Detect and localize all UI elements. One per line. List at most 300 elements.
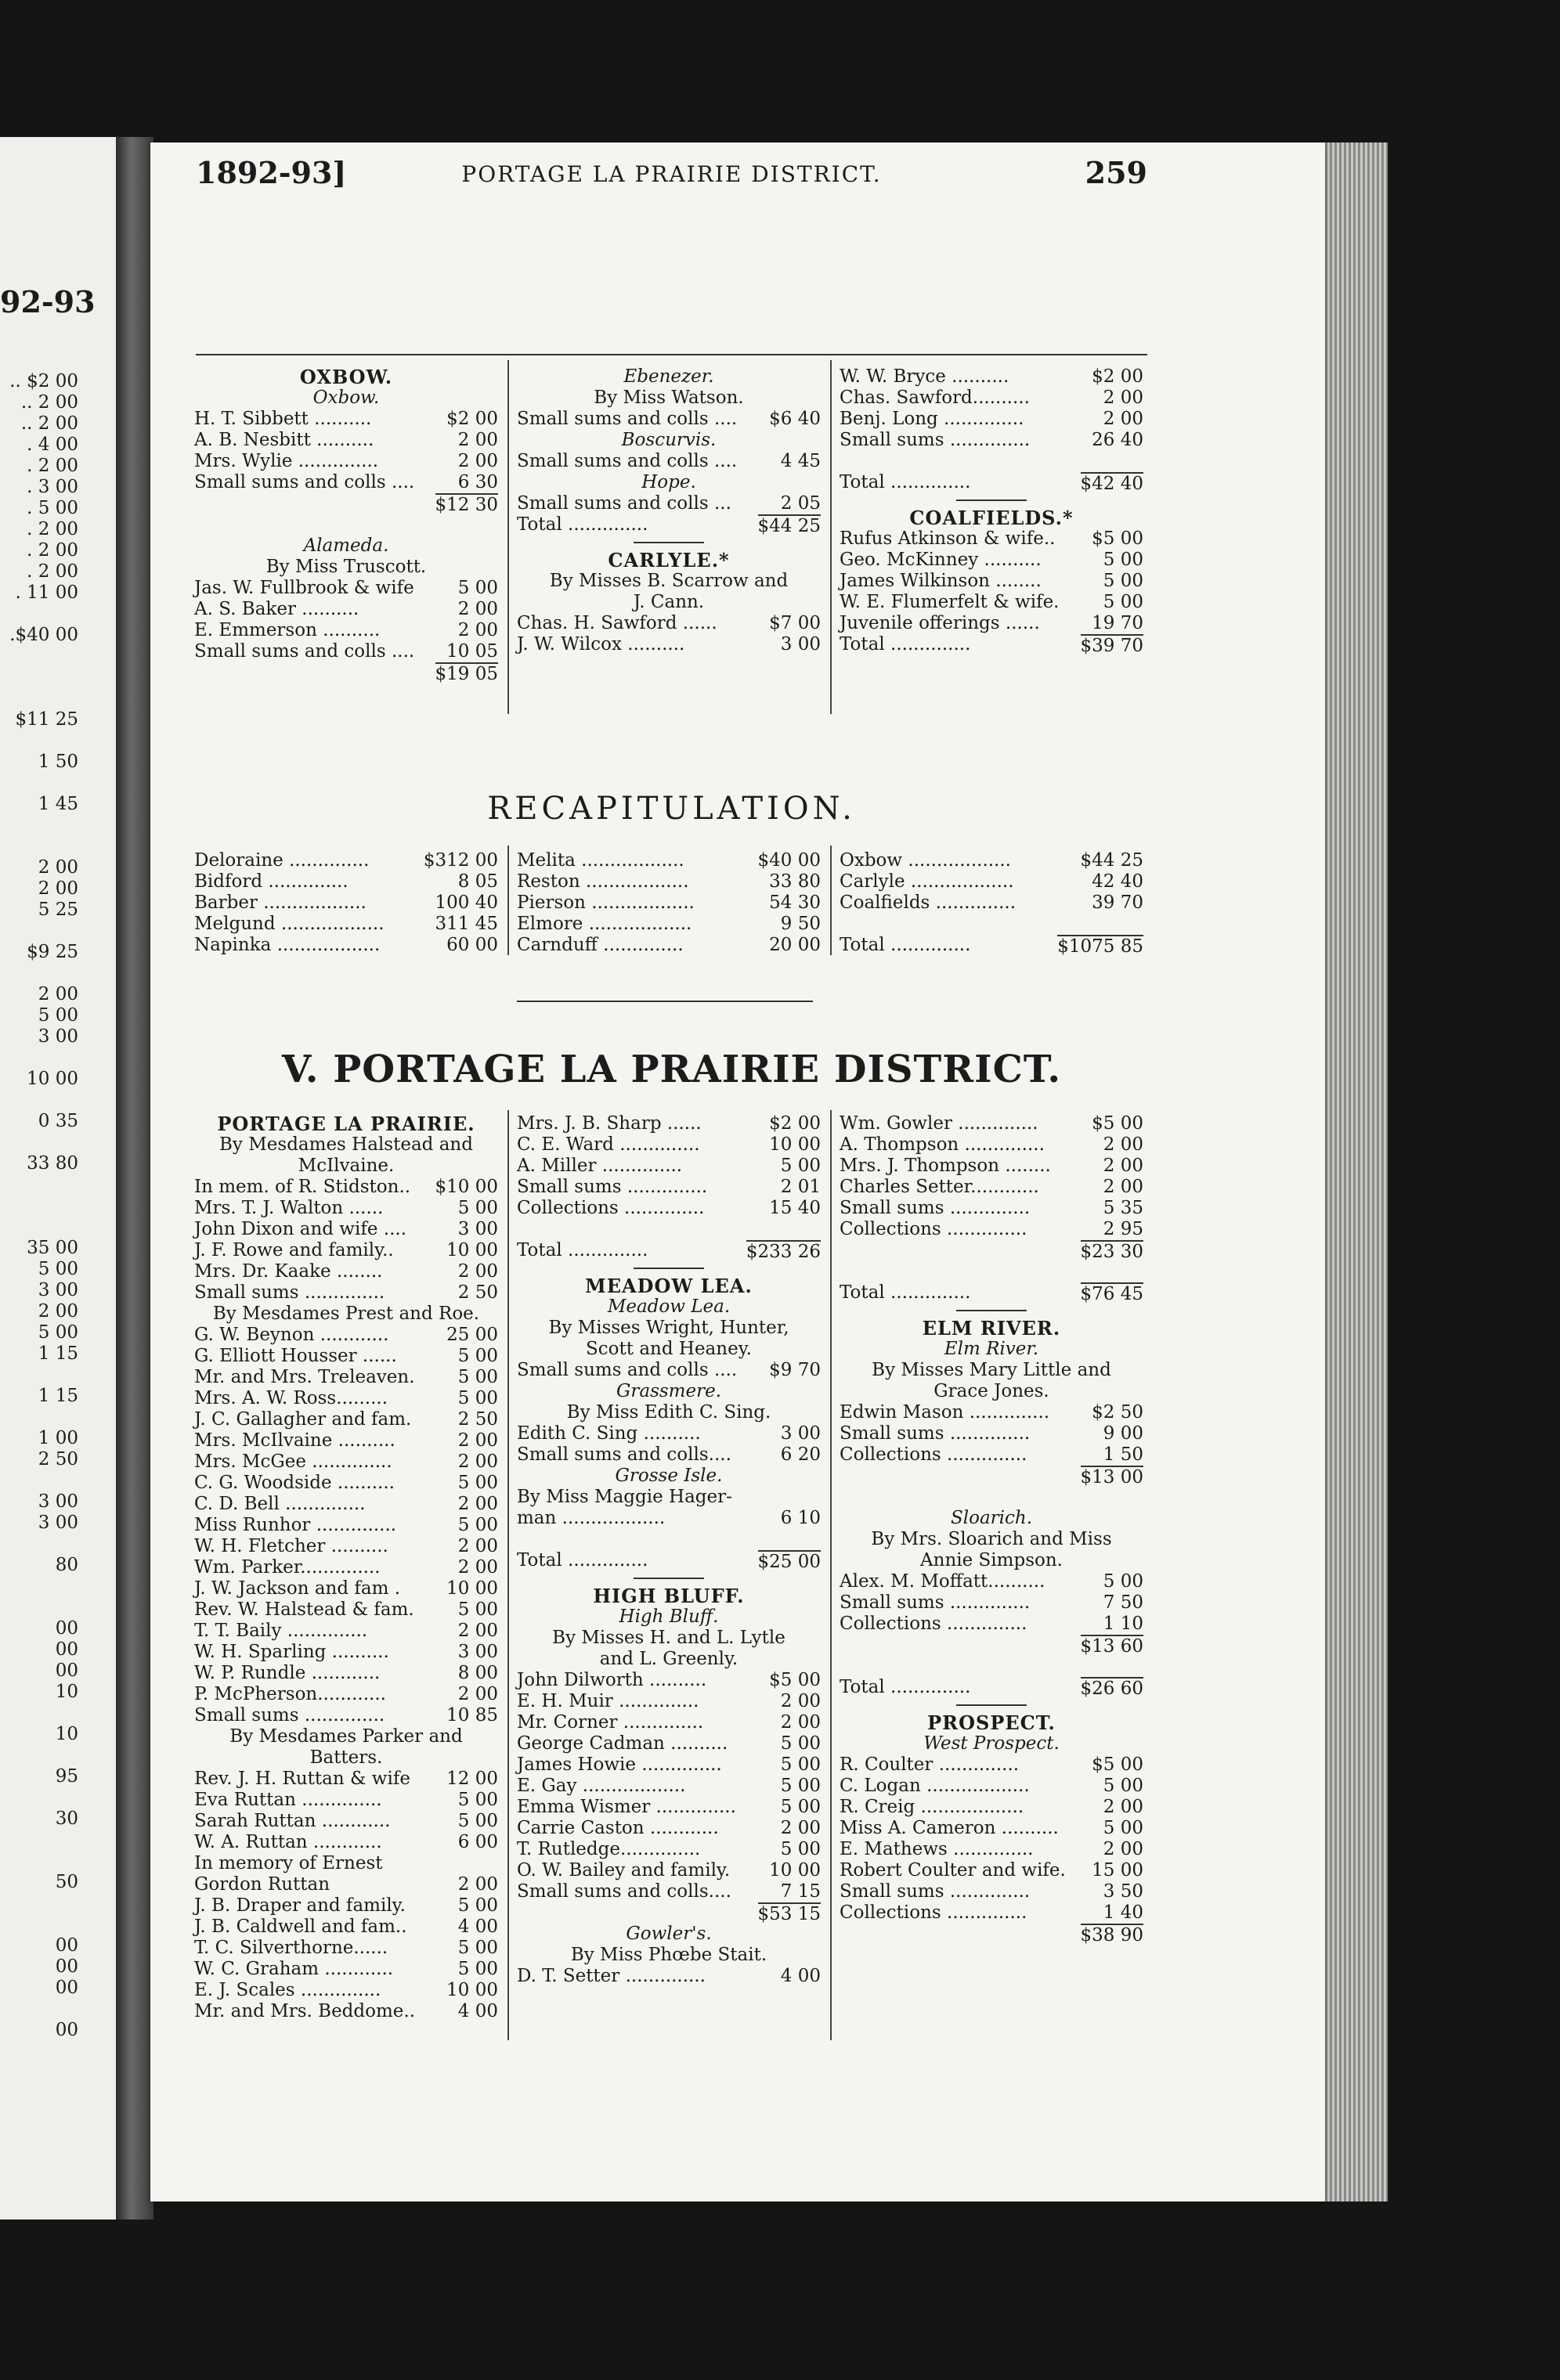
entry-amount: 3 00 [457,1642,498,1662]
entry-amount: 5 00 [457,1938,498,1958]
section-label: Grosse Isle. [615,1466,723,1486]
entry-amount: 2 00 [1103,1177,1143,1197]
entry-amount: 9 00 [1103,1423,1143,1444]
recapitulation-title: RECAPITULATION. [487,791,856,827]
section-rule [517,1001,813,1002]
entry-name: J. W. Jackson and fam . [194,1578,401,1599]
running-header [196,155,1147,194]
district-title: V. PORTAGE LA PRAIRIE DISTRICT. [281,1048,1062,1091]
entry-name: W. W. Bryce .......... [840,366,1009,387]
entry-amount: 5 00 [1103,1571,1143,1592]
entry-amount: $23 30 [1080,1242,1143,1262]
left-page-amount: 00 [55,1618,78,1639]
entry-name: Edith C. Sing .......... [517,1423,701,1444]
entry-row [194,1409,498,1430]
entry-amount: 5 35 [1103,1198,1143,1218]
entry-amount: $233 26 [746,1242,821,1262]
entry-amount: 19 70 [1092,613,1143,633]
left-page-amount: 5 00 [38,1005,78,1026]
left-page-amount: .. $2 00 [9,371,78,391]
entry-amount: 2 01 [780,1177,821,1197]
left-page-amount: $11 25 [15,709,78,730]
entry-row [517,1423,821,1444]
entry-amount: 42 40 [1092,871,1143,892]
entry-name: John Dixon and wife .... [194,1219,407,1239]
entry-row [194,1578,498,1599]
column-divider [830,1110,832,2040]
entry-name: Mrs. T. J. Walton ...... [194,1198,384,1218]
entry-row [194,1451,498,1473]
entry-name: James Howie .............. [517,1754,722,1775]
entry-name: A. B. Nesbitt .......... [194,430,374,450]
entry-row [840,388,1143,409]
entry-name: Small sums and colls.... [517,1881,731,1902]
entry-row [517,1733,821,1754]
left-page-amount: 00 [55,1978,78,1998]
left-page-amount: 1 00 [38,1428,78,1448]
entry-name: Mrs. Wylie .............. [194,451,379,471]
entry-name: T. Rutledge.............. [517,1839,701,1859]
entry-name: W. H. Fletcher .......... [194,1536,388,1556]
entry-name: W. E. Flumerfelt & wife. [840,592,1060,612]
entry-name: Mr. Corner .............. [517,1712,704,1733]
entry-amount: 6 30 [457,472,498,492]
entry-row [517,1691,821,1712]
left-page-amount: 00 [55,1639,78,1660]
section-label: By Mesdames Parker and [229,1726,463,1747]
entry-row [517,1776,821,1797]
entry-name: Mr. and Mrs. Beddome.. [194,2001,416,2021]
entry-name: T. C. Silverthorne...... [194,1938,388,1958]
entry-row [194,1430,498,1451]
entry-name: Edwin Mason .............. [840,1402,1050,1423]
entry-name: Charles Setter............ [840,1177,1039,1197]
entry-row [517,1134,821,1156]
header-title: PORTAGE LA PRAIRIE DISTRICT. [461,161,882,187]
section-label: By Misses B. Scarrow and [549,571,789,591]
entry-row [194,599,498,620]
entry-amount: 8 05 [457,871,498,892]
entry-row [517,871,821,892]
entry-row [194,935,498,956]
entry-name: By Miss Maggie Hager- [517,1487,732,1507]
entry-row [840,528,1143,550]
left-page-amount: 5 25 [38,900,78,920]
entry-amount: $9 70 [769,1360,821,1380]
entry-amount: $19 05 [435,664,498,684]
entry-name: Small sums and colls ... [517,493,731,514]
entry-amount: $5 00 [1092,1754,1143,1775]
entry-name: Collections .............. [517,1198,705,1218]
entry-name: Total .............. [840,1677,971,1697]
entry-row [840,1860,1143,1881]
entry-row [840,1754,1143,1776]
entry-row [194,1895,498,1917]
left-page-amount: 10 [55,1682,78,1702]
entry-row [517,1860,821,1881]
entry-row [194,578,498,599]
entry-row [517,1177,821,1198]
left-page-amount: .. 2 00 [20,413,78,434]
entry-name: C. D. Bell .............. [194,1494,366,1514]
left-page-amount: 0 35 [38,1111,78,1131]
entry-name: man .................. [517,1508,666,1528]
section-label: By Mesdames Prest and Roe. [212,1304,480,1324]
page-number: 259 [1085,155,1147,190]
left-page-amount: . 2 00 [27,561,78,582]
total-row [517,514,821,536]
entry-amount: 5 00 [1103,1818,1143,1838]
entry-name: G. Elliott Housser ...... [194,1346,397,1366]
section-label: By Misses H. and L. Lytle [552,1628,785,1648]
left-page-amount: 1 15 [38,1386,78,1406]
column-divider [830,360,832,714]
entry-row [840,592,1143,613]
short-separator-rule [956,1310,1027,1311]
left-page-amount: . 2 00 [27,519,78,539]
entry-row [840,1776,1143,1797]
entry-amount: $2 00 [1092,366,1143,387]
entry-name: Total .............. [840,634,971,654]
entry-name: Rev. W. Halstead & fam. [194,1599,414,1620]
entry-amount: 2 00 [457,1621,498,1641]
entry-amount: 2 00 [1103,1839,1143,1859]
entry-name: Mrs. A. W. Ross......... [194,1388,388,1408]
section-label: Annie Simpson. [920,1550,1063,1570]
entry-row [840,1797,1143,1818]
section-heading: CARLYLE.* [608,549,730,572]
entry-row [840,892,1143,914]
entry-row [840,571,1143,592]
entry-name: Elmore .................. [517,914,692,934]
entry-amount: 5 00 [1103,571,1143,591]
entry-amount: $13 00 [1080,1467,1143,1488]
entry-name: Collections .............. [840,1902,1027,1923]
column-oxbow [194,366,498,683]
entry-amount: 2 00 [1103,1134,1143,1155]
entry-name: C. E. Ward .............. [517,1134,700,1155]
section-label: By Miss Phœbe Stait. [570,1945,767,1965]
entry-amount: 2 05 [780,493,821,514]
entry-amount: 2 00 [780,1712,821,1733]
entry-row [194,1832,498,1853]
entry-amount: 20 00 [769,935,821,955]
entry-name: H. T. Sibbett .......... [194,409,372,429]
entry-amount: 5 00 [780,1797,821,1817]
entry-name: Mrs. McIlvaine .......... [194,1430,395,1451]
entry-amount: 5 00 [1103,1776,1143,1796]
entry-amount: 2 00 [457,1494,498,1514]
entry-name: Melita .................. [517,850,684,871]
spacer [840,914,1143,935]
entry-row [517,451,821,472]
entry-row [517,914,821,935]
left-page-amount: . 2 00 [27,540,78,561]
entry-row [194,1325,498,1346]
entry-name: D. T. Setter .............. [517,1966,706,1986]
entry-name: A. S. Baker .......... [194,599,359,619]
header-year: 1892-93] [196,155,347,190]
spacer [840,451,1143,472]
entry-row [840,613,1143,634]
entry-row [840,1402,1143,1423]
entry-row [194,1811,498,1832]
entry-name: Small sums .............. [840,1592,1031,1613]
entry-name: Collections .............. [840,1219,1027,1239]
entry-name: C. G. Woodside .......... [194,1473,395,1493]
entry-row [517,1487,821,1508]
entry-row [194,1917,498,1938]
left-page-amount: 1 50 [38,752,78,772]
entry-row [840,850,1143,871]
entry-amount: 311 45 [435,914,498,934]
left-page-amount: 00 [55,1935,78,1956]
entry-row [194,1240,498,1261]
section-heading: OXBOW. [299,366,393,388]
entry-row [194,1536,498,1557]
entry-name: In mem. of R. Stidston.. [194,1177,411,1197]
entry-row [517,1198,821,1219]
entry-name: Chas. Sawford.......... [840,388,1030,408]
spacer [840,1261,1143,1282]
entry-amount: 12 00 [446,1769,498,1789]
left-page-amount: . 11 00 [15,582,78,603]
entry-row [194,1599,498,1621]
entry-amount: 2 00 [457,1430,498,1451]
entry-row [840,1571,1143,1592]
column-divider [507,1110,509,2040]
page-edges [1325,142,1388,2202]
entry-amount: $40 00 [757,850,821,871]
entry-row [840,871,1143,892]
entry-amount: 4 00 [457,2001,498,2021]
entry-row [194,850,498,871]
entry-amount: 26 40 [1092,430,1143,450]
entry-row [194,892,498,914]
column-bryce-coalfields [840,366,1143,655]
entry-row [194,1874,498,1895]
entry-name: Rev. J. H. Ruttan & wife [194,1769,410,1789]
entry-name: Small sums and colls .... [517,1360,738,1380]
entry-name: Total .............. [517,1240,648,1260]
entry-name: T. T. Baily .............. [194,1621,368,1641]
entry-amount: $26 60 [1080,1679,1143,1699]
entry-amount: 2 95 [1103,1219,1143,1239]
total-row [840,1466,1143,1487]
entry-name: Mr. and Mrs. Treleaven. [194,1367,415,1387]
entry-row [194,1346,498,1367]
entry-amount: $42 40 [1080,474,1143,494]
entry-row [840,1839,1143,1860]
entry-amount: 33 80 [769,871,821,892]
spacer [517,1529,821,1550]
left-page-amount: 2 00 [38,878,78,899]
entry-name: Small sums .............. [840,1423,1031,1444]
short-separator-rule [634,542,704,543]
entry-name: W. P. Rundle ............ [194,1663,381,1683]
entry-name: Sarah Ruttan ............ [194,1811,391,1831]
left-page-amount: .. 2 00 [20,392,78,413]
column-elm-river-prospect [840,1113,1143,1945]
entry-name: Benj. Long .............. [840,409,1024,429]
entry-row [194,1198,498,1219]
total-row [517,1550,821,1571]
entry-amount: 25 00 [446,1325,498,1345]
entry-row [517,493,821,514]
entry-name: In memory of Ernest [194,1853,383,1873]
entry-amount: $2 00 [769,1113,821,1134]
entry-amount: 2 00 [457,620,498,640]
entry-amount: 2 00 [457,1536,498,1556]
entry-amount: 5 00 [457,1388,498,1408]
section-label: High Bluff. [619,1606,719,1627]
entry-amount: 10 00 [446,1240,498,1260]
left-page-amount: 33 80 [27,1153,78,1174]
entry-amount: 5 00 [457,1811,498,1831]
book-spine [116,137,153,2220]
entry-name: Wm. Parker.............. [194,1557,381,1578]
entry-amount: 3 00 [780,634,821,654]
entry-row [517,1881,821,1902]
entry-name: Small sums and colls .... [517,409,738,429]
entry-row [517,409,821,430]
entry-name: P. McPherson............ [194,1684,386,1704]
total-row [840,1240,1143,1261]
entry-name: C. Logan .................. [840,1776,1030,1796]
entry-amount: $44 25 [757,516,821,536]
entry-name: Total .............. [517,1550,648,1570]
entry-amount: 5 00 [780,1776,821,1796]
entry-amount: $13 60 [1080,1636,1143,1657]
entry-row [517,1156,821,1177]
left-page-header: 92-93 [0,284,96,319]
section-label: Hope. [641,472,696,492]
entry-row [517,1113,821,1134]
entry-name: Pierson .................. [517,892,695,913]
entry-name: Carlyle .................. [840,871,1014,892]
entry-amount: 5 00 [457,1367,498,1387]
recap-column-2 [517,850,821,956]
entry-amount: 5 00 [780,1733,821,1754]
section-heading: PORTAGE LA PRAIRIE. [217,1112,475,1135]
entry-name: Mrs. J. B. Sharp ...... [517,1113,702,1134]
entry-amount: 10 05 [446,641,498,662]
entry-amount: 6 10 [780,1508,821,1528]
entry-name: Wm. Gowler .............. [840,1113,1038,1134]
entry-name: W. A. Ruttan ............ [194,1832,382,1852]
section-heading: MEADOW LEA. [585,1275,753,1297]
entry-name: E. J. Scales .............. [194,1980,381,2000]
entry-row [840,1444,1143,1466]
entry-amount: 2 00 [457,1874,498,1895]
entry-amount: $53 15 [757,1904,821,1924]
left-page-amount: 3 00 [38,1491,78,1512]
entry-name: Chas. H. Sawford ...... [517,613,717,633]
entry-name: J. B. Draper and family. [194,1895,406,1916]
entry-name: Total .............. [840,935,971,955]
entry-row [517,1797,821,1818]
entry-amount: 3 00 [780,1423,821,1444]
entry-amount: 2 00 [780,1691,821,1711]
total-row [840,1282,1143,1304]
entry-name: E. Mathews .............. [840,1839,1034,1859]
entry-name: Miss A. Cameron .......... [840,1818,1059,1838]
entry-row [517,1818,821,1839]
left-page-amount: 50 [55,1872,78,1892]
left-page-amount: 3 00 [38,1026,78,1047]
entry-name: Mrs. J. Thompson ........ [840,1156,1051,1176]
entry-row [194,1261,498,1282]
entry-name: E. Emmerson .......... [194,620,381,640]
total-row [517,1240,821,1261]
total-row [840,634,1143,655]
entry-row [840,1156,1143,1177]
entry-row [194,1980,498,2001]
entry-amount: 5 00 [780,1839,821,1859]
entry-row [194,1938,498,1959]
total-row [517,1902,821,1924]
entry-row [194,1219,498,1240]
entry-name: Small sums and colls .... [194,641,415,662]
entry-name: Total .............. [517,514,648,535]
entry-row [840,550,1143,571]
entry-row [840,1113,1143,1134]
entry-name: Mrs. McGee .............. [194,1451,392,1472]
section-heading: PROSPECT. [927,1711,1056,1734]
entry-amount: 10 00 [769,1134,821,1155]
entry-row [194,2001,498,2022]
entry-amount: 5 00 [1103,550,1143,570]
entry-amount: 15 40 [769,1198,821,1218]
left-page-amount: .$40 00 [9,625,78,645]
entry-amount: $7 00 [769,613,821,633]
entry-row [840,1198,1143,1219]
entry-name: Small sums and colls .... [517,451,738,471]
short-separator-rule [634,1268,704,1269]
total-row [194,662,498,683]
entry-name: Oxbow .................. [840,850,1011,871]
entry-amount: 3 00 [457,1219,498,1239]
left-page-amount: 2 00 [38,857,78,878]
entry-name: Barber .................. [194,892,367,913]
section-label: J. Cann. [633,592,705,612]
entry-amount: $10 00 [435,1177,498,1197]
entry-amount: 5 00 [457,1346,498,1366]
entry-name: G. W. Beynon ............ [194,1325,389,1345]
entry-amount: $5 00 [1092,528,1143,549]
section-label: By Miss Edith C. Sing. [566,1402,771,1423]
entry-row [517,613,821,634]
entry-amount: $312 00 [423,850,498,871]
left-page-amount: 00 [55,1956,78,1977]
entry-amount: 100 40 [435,892,498,913]
entry-row [194,914,498,935]
entry-name: W. C. Graham ............ [194,1959,394,1979]
entry-amount: 2 00 [457,430,498,450]
column-ebenezer-carlyle [517,366,821,655]
left-page-amount: 5 00 [38,1322,78,1343]
entry-row [194,1769,498,1790]
short-separator-rule [956,499,1027,501]
entry-amount: 2 50 [457,1409,498,1430]
section-label: Elm River. [944,1339,1039,1359]
entry-row [840,1219,1143,1240]
entry-amount: 2 00 [1103,388,1143,408]
entry-amount: 6 20 [780,1444,821,1465]
entry-row [840,1614,1143,1635]
left-page-amount: 00 [55,2020,78,2040]
spacer [840,1487,1143,1508]
